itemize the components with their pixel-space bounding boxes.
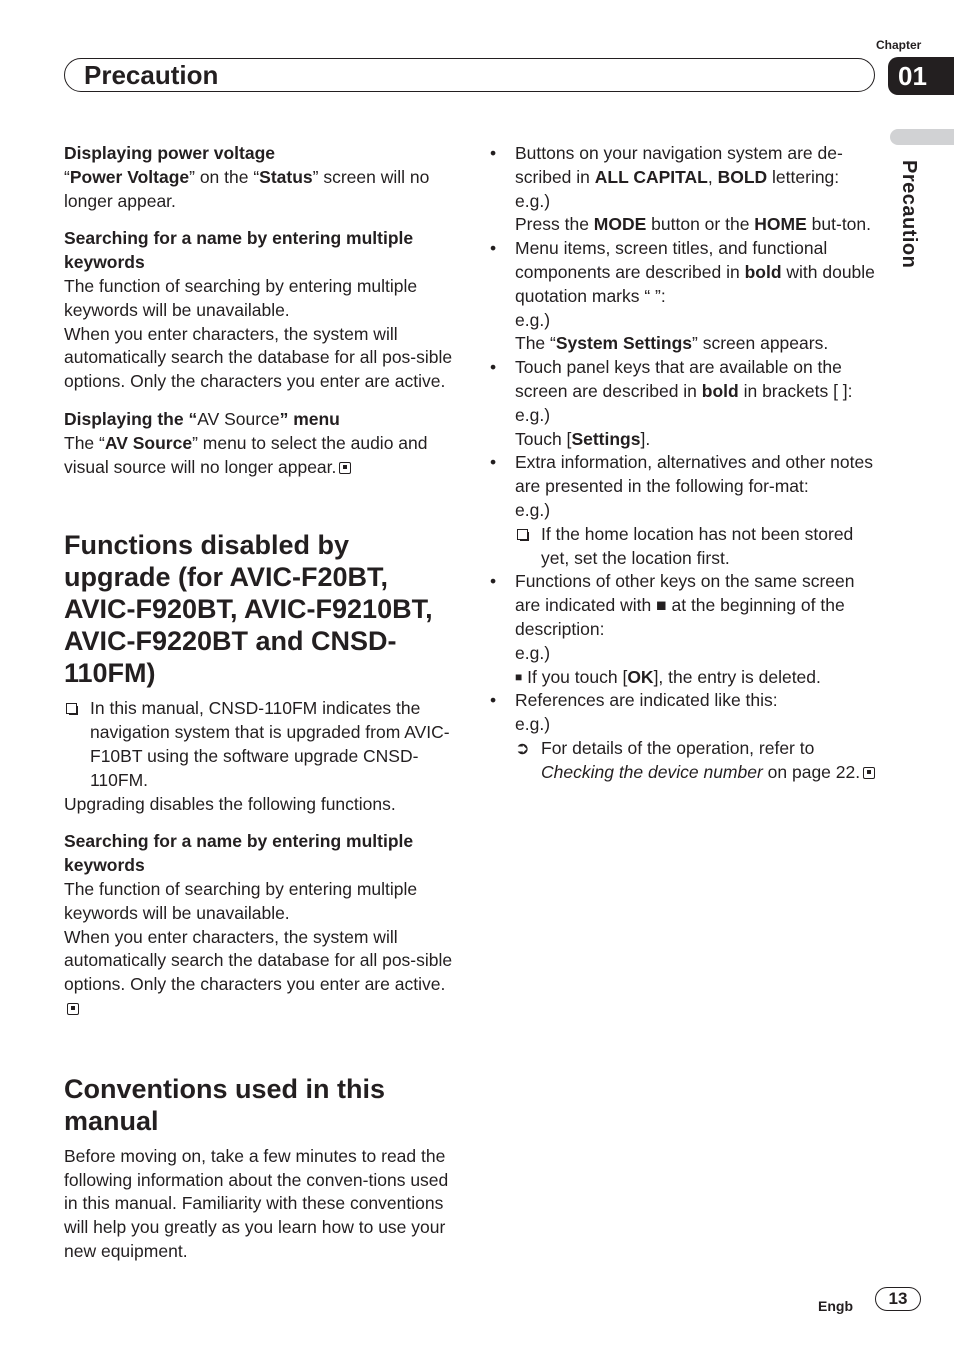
example-label: e.g.) (515, 714, 551, 735)
subheading-multiple-keywords-2: Searching for a name by entering multiple keywords (64, 831, 414, 876)
paragraph-power-voltage: “Power Voltage” on the “Status” screen will no longer appear. (64, 166, 430, 211)
paragraph-conventions: Before moving on, take a few minutes to read the following information about the conven-tions used in this manual. Familiarity with these conventions will help you greatly as you learn how to use your new equipment. (64, 1145, 449, 1261)
paragraph-keywords-4: When you enter characters, the system will automatically search the database for all pos-sible options. Only the characters you enter are active. (64, 926, 456, 1021)
list-item: • Extra information, alternatives and other notes are presented in the following for-mat: (490, 452, 873, 497)
side-tab-marker (890, 129, 954, 145)
subheading-av-source: Displaying the “AV Source” menu (64, 408, 340, 429)
list-item: • Menu items, screen titles, and functional components are described in bold with double quotation marks “ ”: (490, 238, 875, 306)
example-text: Press the MODE button or the HOME but-ton. (515, 214, 872, 235)
example-text: If the home location has not been stored yet, set the location first. (490, 523, 882, 571)
paragraph-keywords-1: The function of searching by entering multiple keywords will be unavailable. (64, 275, 418, 320)
example-text: ■ If you touch [OK], the entry is deleted. (515, 666, 821, 687)
example-label: e.g.) (515, 499, 551, 520)
list-item: • References are indicated like this: (490, 690, 778, 711)
paragraph-keywords-2: When you enter characters, the system will automatically search the database for all pos-sible options. Only the characters you enter are active. (64, 323, 453, 392)
paragraph-keywords-3: The function of searching by entering multiple keywords will be unavailable. (64, 878, 418, 923)
end-mark-icon (863, 767, 875, 779)
chapter-number-badge: 01 (888, 57, 954, 95)
reference-arrow-icon: ➲ (515, 737, 530, 758)
list-item: • Touch panel keys that are available on the screen are described in bold in brackets [ ]: (490, 357, 853, 401)
example-label: e.g.) (515, 642, 551, 663)
end-mark-icon (339, 462, 351, 474)
list-item: • Buttons on your navigation system are de-scribed in ALL CAPITAL, BOLD lettering: (490, 143, 843, 187)
example-text: ➲ For details of the operation, refer to Checking the device number on page 22. (490, 737, 882, 785)
list-item: • Functions of other keys on the same screen are indicated with ■ at the beginning of the description: (490, 571, 855, 639)
right-column (490, 142, 882, 785)
note-checkbox-icon (66, 703, 77, 714)
paragraph-av-source: The “AV Source” menu to select the audio and visual source will no longer appear. (64, 432, 428, 477)
page-number: 13 (875, 1287, 921, 1311)
note-cnsd-110fm: In this manual, CNSD-110FM indicates the navigation system that is upgraded from AVIC-F10BT using the software upgrade CNSD-110FM. (64, 697, 456, 792)
chapter-label: Chapter (876, 38, 922, 52)
left-column (64, 142, 456, 1264)
square-bullet-icon: ■ (515, 669, 523, 684)
side-tab-label: Precaution (898, 160, 920, 269)
subheading-power-voltage: Displaying power voltage (64, 143, 276, 163)
footer-language: Engb (818, 1298, 853, 1314)
end-mark-icon (67, 1003, 79, 1015)
note-checkbox-icon (517, 529, 528, 540)
example-label: e.g.) (515, 309, 551, 330)
example-label: e.g.) (515, 404, 551, 425)
example-label: e.g.) (515, 190, 551, 211)
page-title: Precaution (84, 60, 219, 90)
example-text: Touch [Settings]. (515, 428, 651, 449)
paragraph-upgrading: Upgrading disables the following functions. (64, 793, 396, 814)
subheading-multiple-keywords: Searching for a name by entering multiple keywords (64, 228, 414, 273)
heading-conventions: Conventions used in this manual (64, 1073, 386, 1136)
example-text: The “System Settings” screen appears. (515, 333, 829, 354)
heading-functions-disabled: Functions disabled by upgrade (for AVIC-F20BT, AVIC-F920BT, AVIC-F9210BT, AVIC-F9220BT and CNSD-110FM) (64, 530, 433, 689)
